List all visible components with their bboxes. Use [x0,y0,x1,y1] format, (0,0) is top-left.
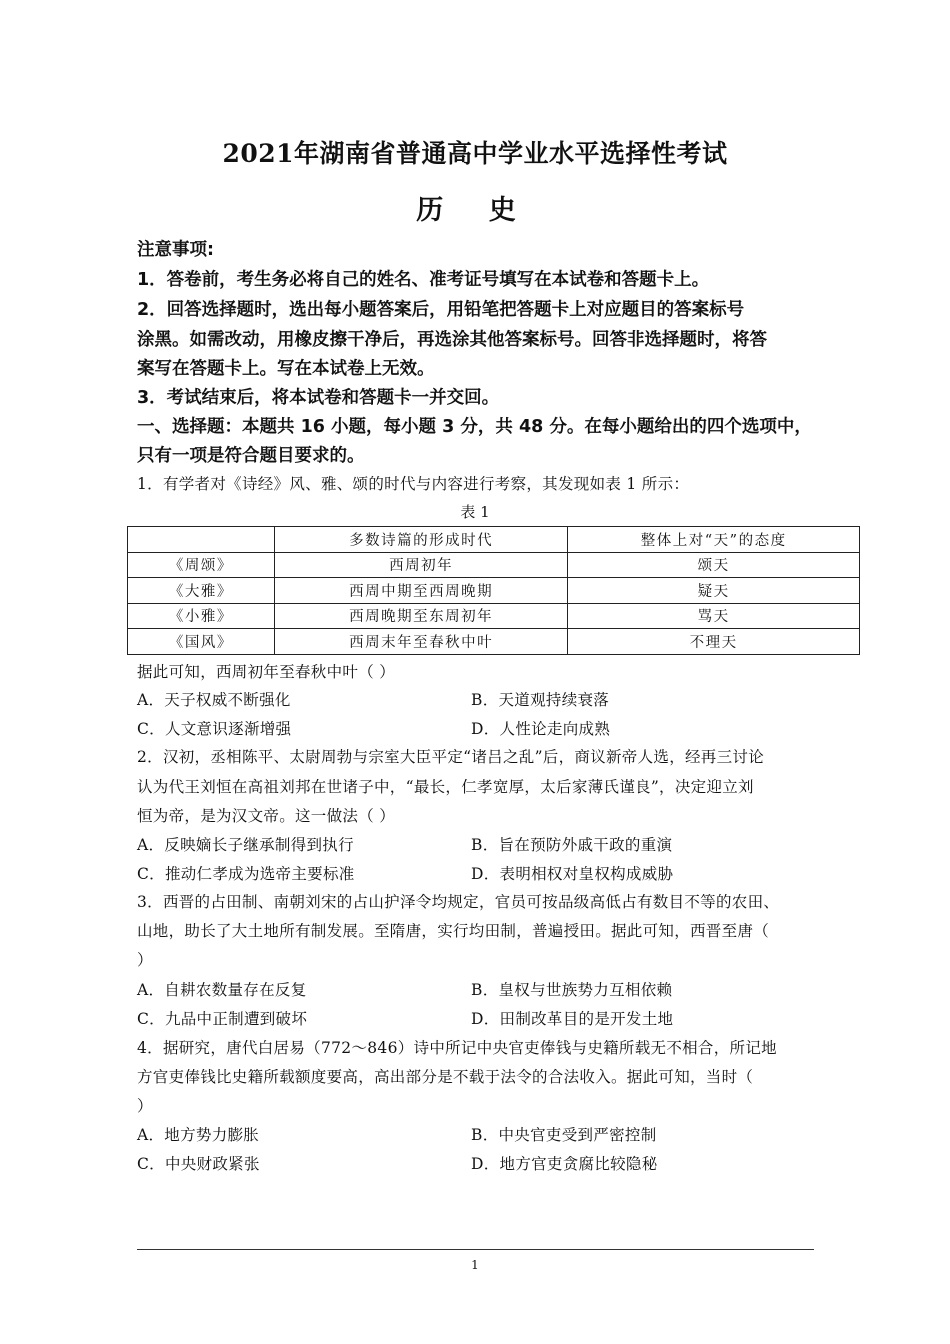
q1-option-c: C．人文意识逐渐增强 [137,720,292,738]
q2-option-b: B．旨在预防外戚干政的重演 [471,836,673,854]
q3-line-3: ） [137,951,153,969]
notice-heading: 注意事项: [137,240,214,260]
q3-option-d: D．田制改革目的是开发土地 [471,1010,674,1028]
q3-option-a: A．自耕农数量存在反复 [137,981,307,999]
notice-line-3: 涂黑。如需改动，用橡皮擦干净后，再选涂其他答案标号。回答非选择题时，将答 [137,330,767,350]
q3-line-2: 山地，助长了大土地所有制发展。至隋唐，实行均田制，普遍授田。据此可知，西晋至唐（ [137,922,770,940]
section-line-1: 一、选择题：本题共 16 小题，每小题 3 分，共 48 分。在每小题给出的四个选项中， [137,417,812,437]
table-header-cell: 多数诗篇的形成时代 [274,527,568,553]
notice-line-4: 案写在答题卡上。写在本试卷上无效。 [137,359,435,379]
table-row [128,603,860,629]
q2-option-a: A．反映嫡长子继承制得到执行 [137,836,354,854]
table-header-cell: 整体上对“天”的态度 [568,527,860,553]
q1-option-d: D．人性论走向成熟 [471,720,611,738]
table-row [128,578,860,604]
q2-line-1: 2．汉初，丞相陈平、太尉周勃与宗室大臣平定“诸吕之乱”后，商议新帝人选，经再三讨论 [137,748,765,766]
q1-stem: 1．有学者对《诗经》风、雅、颂的时代与内容进行考察，其发现如表 1 所示： [137,475,690,493]
table-cell: 《国风》 [128,629,275,655]
page-number: 1 [471,1258,479,1272]
q4-option-a: A．地方势力膨胀 [137,1126,260,1144]
q3-option-c: C．九品中正制遭到破坏 [137,1010,308,1028]
footer-divider [137,1249,814,1250]
q4-option-b: B．中央官吏受到严密控制 [471,1126,657,1144]
table-caption: 表 1 [460,503,490,521]
section-line-2: 只有一项是符合题目要求的。 [137,446,365,466]
q4-line-2: 方官吏俸钱比史籍所载额度要高，高出部分是不载于法令的合法收入。据此可知，当时（ [137,1068,754,1086]
table-header-cell [128,527,275,553]
table-cell: 西周中期至西周晚期 [274,578,568,604]
q3-line-1: 3．西晋的占田制、南朝刘宋的占山护泽令均规定，官员可按品级高低占有数目不等的农田、 [137,893,780,911]
notice-line-2: 2．回答选择题时，选出每小题答案后，用铅笔把答题卡上对应题目的答案标号 [137,300,745,320]
q4-line-1: 4．据研究，唐代白居易（772～846）诗中所记中央官吏俸钱与史籍所载无不相合，所记地 [137,1039,777,1057]
table-cell: 《小雅》 [128,603,275,629]
table-cell: 不理天 [568,629,860,655]
q2-option-c: C．推动仁孝成为选帝主要标准 [137,865,355,883]
subject-title: 历 史 [416,195,534,226]
table-cell: 《大雅》 [128,578,275,604]
table-cell: 西周末年至春秋中叶 [274,629,568,655]
poetry-table [127,526,860,655]
q4-option-d: D．地方官吏贪腐比较隐秘 [471,1155,658,1173]
table-row [128,629,860,655]
notice-line-1: 1．答卷前，考生务必将自己的姓名、准考证号填写在本试卷和答题卡上。 [137,270,710,290]
q1-option-a: A．天子权威不断强化 [137,691,291,709]
q1-question: 据此可知，西周初年至春秋中叶（ ） [137,663,396,681]
q2-line-2: 认为代王刘恒在高祖刘邦在世诸子中，“最长，仁孝宽厚，太后家薄氏谨良”，决定迎立刘 [137,778,754,796]
q4-line-3: ） [137,1097,153,1115]
q2-option-d: D．表明相权对皇权构成威胁 [471,865,674,883]
notice-line-5: 3．考试结束后，将本试卷和答题卡一并交回。 [137,388,500,408]
q4-option-c: C．中央财政紧张 [137,1155,260,1173]
q2-line-3: 恒为帝，是为汉文帝。这一做法（ ） [137,807,396,825]
table-cell: 骂天 [568,603,860,629]
exam-title: 2021年湖南省普通高中学业水平选择性考试 [222,139,728,168]
table-row [128,552,860,578]
q1-option-b: B．天道观持续衰落 [471,691,610,709]
q3-option-b: B．皇权与世族势力互相依赖 [471,981,673,999]
table-cell: 西周晚期至东周初年 [274,603,568,629]
table-cell: 疑天 [568,578,860,604]
table-header-row [128,527,860,553]
table-cell: 西周初年 [274,552,568,578]
table-cell: 颂天 [568,552,860,578]
table-cell: 《周颂》 [128,552,275,578]
